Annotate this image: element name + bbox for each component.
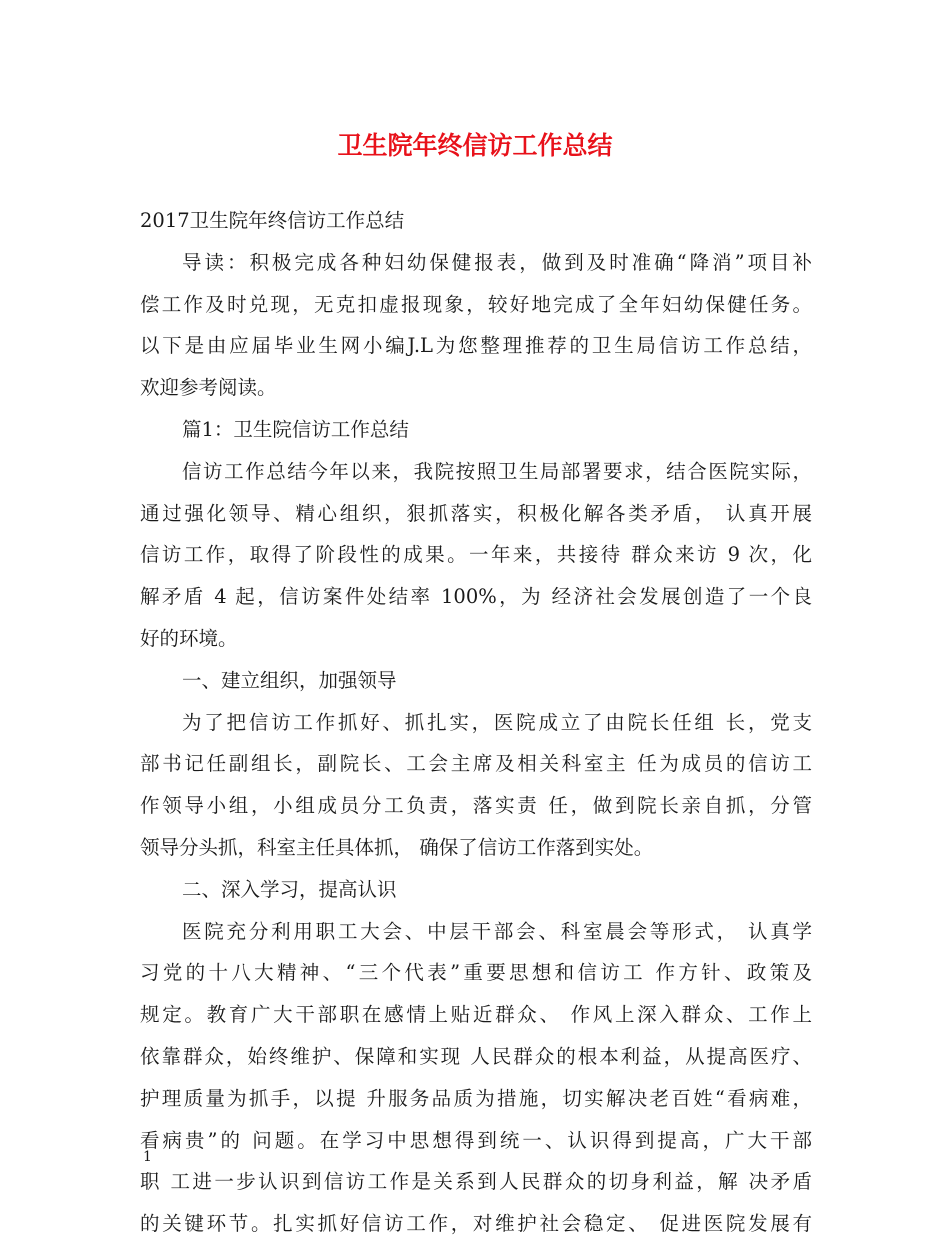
text-line: 信访工作总结今年以来，我院按照卫生局部署要求，结合医院实际，	[182, 459, 812, 483]
text-line: 领导分头抓，科室主任具体抓， 确保了信访工作落到实处。	[140, 835, 654, 859]
text-line: 信访工作，取得了阶段性的成果。一年来，共接待 群众来访 9 次，化	[140, 543, 812, 567]
document-body	[140, 200, 812, 1245]
text-line: 为了把信访工作抓好、抓扎实，医院成立了由院长任组 长，党支	[182, 710, 812, 734]
text-line: 以下是由应届毕业生网小编J.L为您整理推荐的卫生局信访工作总结，	[140, 334, 812, 358]
text-line: 的关键环节。扎实抓好信访工作，对维护社会稳定、 促进医院发展有	[140, 1212, 812, 1236]
text-line: 解矛盾 4 起，信访案件处结率 100%，为 经济社会发展创造了一个良	[140, 585, 812, 609]
text-line: 欢迎参考阅读。	[140, 376, 277, 400]
text-line: 通过强化领导、精心组织，狠抓落实，积极化解各类矛盾， 认真开展	[140, 501, 812, 525]
section-heading: 二、深入学习，提高认识	[182, 877, 397, 901]
text-line: 职 工进一步认识到信访工作是关系到人民群众的切身利益，解 决矛盾	[140, 1170, 812, 1194]
page-number: 1	[143, 1149, 152, 1165]
section-heading: 一、建立组织，加强领导	[182, 668, 397, 692]
text-line: 习党的十八大精神、“三个代表”重要思想和信访工 作方针、政策及	[140, 961, 812, 985]
text-line: 规定。教育广大干部职在感情上贴近群众、 作风上深入群众、工作上	[140, 1003, 812, 1027]
section-heading: 篇1：卫生院信访工作总结	[182, 417, 409, 441]
text-line: 好的环境。	[140, 626, 238, 650]
text-line: 部书记任副组长，副院长、工会主席及相关科室主 任为成员的信访工	[140, 752, 812, 776]
text-line: 导读：积极完成各种妇幼保健报表，做到及时准确“降消”项目补	[182, 250, 812, 274]
text-line: 依靠群众，始终维护、保障和实现 人民群众的根本利益，从提高医疗、	[140, 1044, 812, 1068]
text-line: 偿工作及时兑现，无克扣虚报现象，较好地完成了全年妇幼保健任务。	[140, 292, 812, 316]
text-line: 看病贵”的 问题。在学习中思想得到统一、认识得到提高，广大干部	[140, 1128, 812, 1152]
text-line: 护理质量为抓手，以提 升服务品质为措施，切实解决老百姓“看病难，	[140, 1086, 812, 1110]
text-line: 作领导小组，小组成员分工负责，落实责 任，做到院长亲自抓，分管	[140, 794, 812, 818]
text-line: 医院充分利用职工大会、中层干部会、科室晨会等形式， 认真学	[182, 919, 812, 943]
subtitle-line: 2017卫生院年终信访工作总结	[140, 209, 405, 232]
document-title: 卫生院年终信访工作总结	[337, 131, 613, 160]
